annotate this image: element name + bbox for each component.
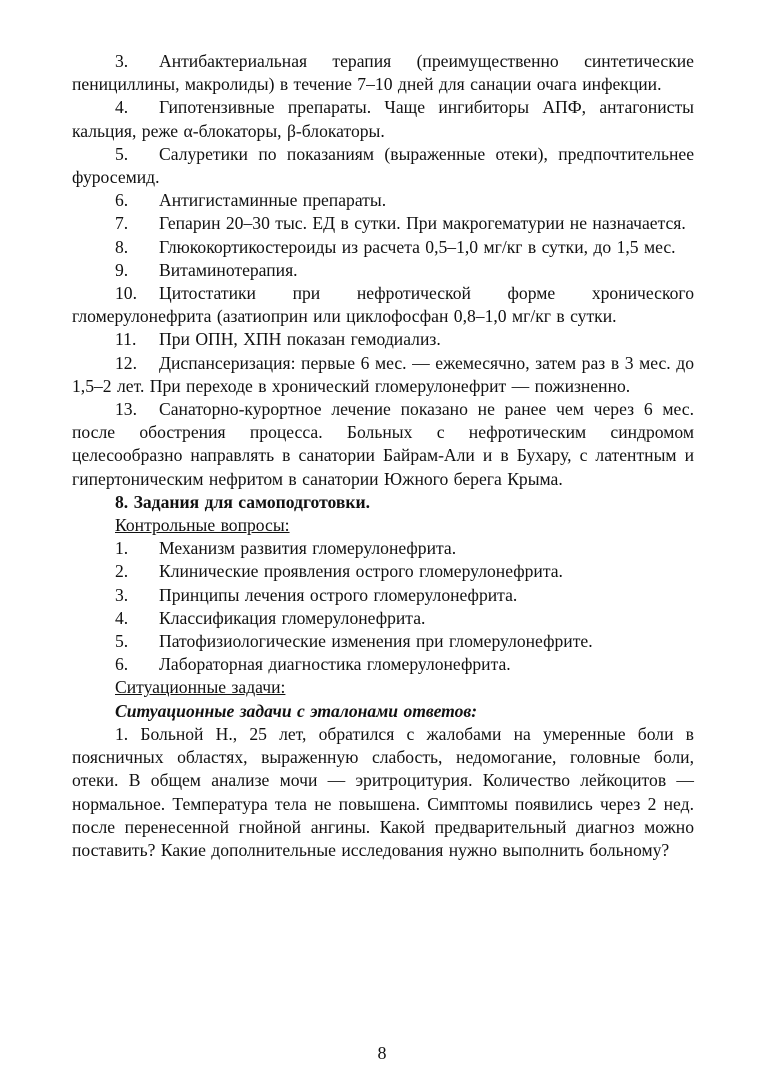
item-text: Антигистаминные препараты. [159, 190, 387, 211]
item-number: 5. [115, 631, 129, 652]
treatment-item [72, 352, 694, 398]
item-number: 12. [115, 352, 137, 373]
page-number: 8 [377, 1043, 387, 1063]
treatment-item [72, 328, 694, 351]
item-text: Санаторно-курортное лечение показано не ранее чем через 6 мес. после обострения процесса. Больных с нефротическим синдромом целесообразно направлять в санатории Байрам-Али и в Бухару, с латентным и гипертоническим нефритом в санатории Южного берега Крыма. [72, 399, 694, 489]
item-number: 2. [115, 561, 129, 582]
item-number: 7. [115, 213, 129, 234]
item-number: 3. [115, 584, 129, 605]
item-number: 10. [115, 283, 137, 304]
question-item [72, 537, 694, 560]
item-number: 3. [115, 51, 129, 71]
task-paragraph: 1. Больной Н., 25 лет, обратился с жалобами на умеренные боли в поясничных областях, выраженную слабость, недомогание, головные боли, отеки. В общем анализе мочи — эритроцитурия. Количество лейкоцитов — нормальное. Температура тела не повышена. Симптомы появились через 2 нед. после перенесенной гнойной ангины. Какой предварительный диагноз можно поставить? Какие дополнительные исследования нужно выполнить больному? [72, 723, 694, 860]
item-number: 1. [115, 538, 129, 559]
situational-label [72, 676, 694, 699]
item-number: 13. [115, 399, 137, 420]
treatment-item [72, 282, 694, 328]
question-item [72, 630, 694, 653]
item-number: 6. [115, 654, 129, 675]
item-number: 4. [115, 607, 129, 628]
control-questions-label [72, 514, 694, 537]
item-text: Лабораторная диагностика гломерулонефрита. [159, 654, 511, 675]
item-text: Механизм развития гломерулонефрита. [159, 538, 457, 559]
item-text: При ОПН, ХПН показан гемодиализ. [159, 329, 441, 350]
item-text: Витаминотерапия. [159, 259, 298, 280]
item-text: Принципы лечения острого гломерулонефрита. [159, 584, 518, 605]
item-number: 6. [115, 190, 129, 211]
item-text: Клинические проявления острого гломерулонефрита. [159, 561, 563, 582]
item-text: Классификация гломерулонефрита. [159, 607, 426, 628]
situational-heading: Ситуационные задачи с эталонами ответов: [115, 700, 478, 721]
question-item [72, 653, 694, 676]
question-item [72, 607, 694, 630]
treatment-item [72, 398, 694, 491]
item-number: 11. [115, 329, 137, 350]
treatment-item [72, 212, 694, 235]
treatment-item [72, 50, 694, 96]
item-number: 9. [115, 259, 129, 280]
item-text: Глюкокортикостероиды из расчета 0,5–1,0 мг/кг в сутки, до 1,5 мес. [159, 236, 676, 257]
item-number: 5. [115, 143, 129, 164]
treatment-item [72, 189, 694, 212]
treatment-item [72, 259, 694, 282]
question-item [72, 560, 694, 583]
item-text: Антибактериальная терапия (преимущественно синтетические пенициллины, макролиды) в течение 7–10 дней для санации очага инфекции. [72, 51, 694, 95]
situational-label-text: Ситуационные задачи: [115, 677, 286, 698]
treatment-item [72, 236, 694, 259]
item-number: 8. [115, 236, 129, 257]
treatment-item [72, 143, 694, 189]
selfprep-heading: 8. Задания для самоподготовки. [115, 491, 371, 512]
item-number: 4. [115, 97, 129, 118]
question-item [72, 584, 694, 607]
item-text: Диспансеризация: первые 6 мес. — ежемесячно, затем раз в 3 мес. до 1,5–2 лет. При переходе в хронический гломерулонефрит — пожизненно. [72, 352, 694, 396]
item-text: Цитостатики при нефротической форме хронического гломерулонефрита (азатиоприн или циклофосфан 0,8–1,0 мг/кг в сутки. [72, 283, 694, 327]
item-text: Патофизиологические изменения при гломерулонефрите. [159, 631, 593, 652]
treatment-item [72, 96, 694, 142]
item-text: Гипотензивные препараты. Чаще ингибиторы АПФ, антагонисты кальция, реже α-блокаторы, β-блокаторы. [72, 97, 694, 141]
item-text: Гепарин 20–30 тыс. ЕД в сутки. При макрогематурии не назначается. [159, 213, 686, 234]
control-questions-label-text: Контрольные вопросы: [115, 515, 290, 536]
item-text: Салуретики по показаниям (выраженные отеки), предпочтительнее фуросемид. [72, 143, 694, 188]
